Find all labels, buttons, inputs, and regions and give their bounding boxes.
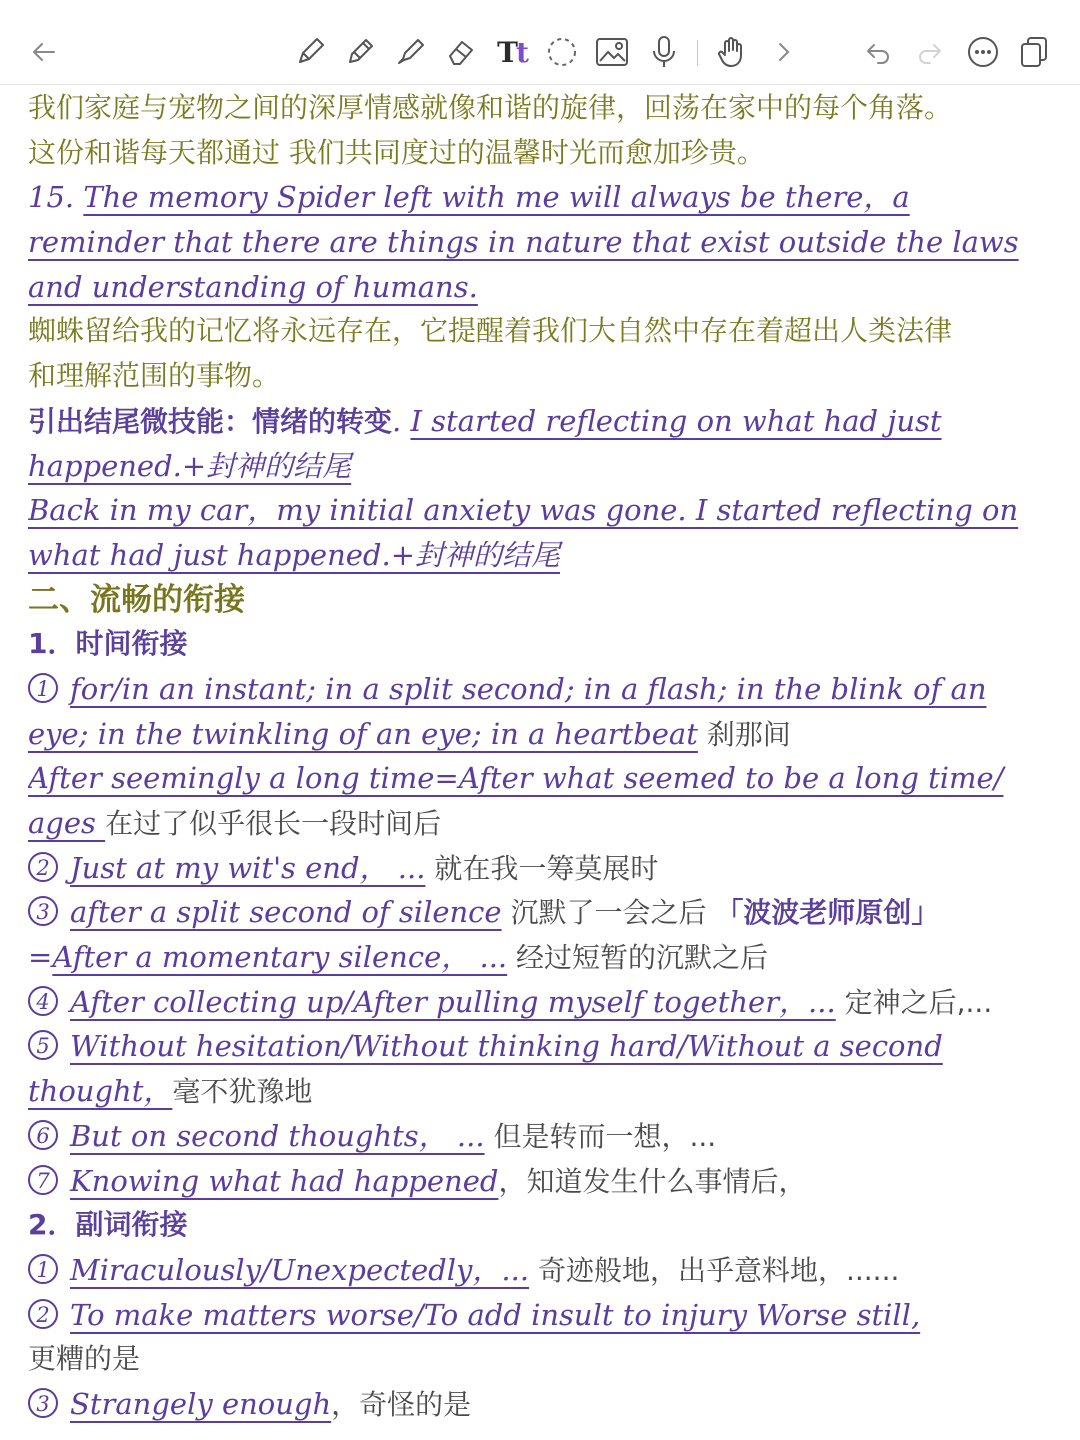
circled-number: 6 [28, 1120, 58, 1150]
chevron-right-icon[interactable] [762, 30, 806, 74]
list-item [28, 1159, 1058, 1204]
list-item [28, 846, 1058, 891]
toolbar-divider [697, 40, 698, 66]
image-icon[interactable] [590, 30, 634, 74]
handwritten-text: and understanding of humans. [28, 269, 478, 304]
handwritten-text: eye; in the twinkling of an eye; in a heartbeat [28, 716, 698, 751]
redo-icon[interactable] [908, 30, 952, 74]
back-arrow-icon[interactable] [22, 30, 66, 74]
circled-number: 1 [28, 1254, 58, 1284]
circled-number: 2 [28, 1299, 58, 1329]
handwritten-line [28, 175, 1058, 220]
circled-number: 1 [28, 673, 58, 703]
pen-icon[interactable] [288, 30, 332, 74]
handwritten-text: ages [28, 806, 106, 840]
eraser-icon[interactable] [440, 30, 484, 74]
list-item [28, 1024, 1058, 1069]
note-toolbar [0, 0, 1080, 85]
text-line: 蜘蛛留给我的记忆将永远存在，它提醒着我们大自然中存在着超出人类法律 [28, 314, 953, 348]
circled-number: 3 [28, 896, 58, 926]
list-item-continued [28, 712, 1058, 757]
translation: 毫不犹豫地 [172, 1075, 313, 1109]
text-line: 和理解范围的事物。 [28, 359, 281, 393]
handwritten-text: Strangely enough [70, 1386, 332, 1421]
more-icon[interactable] [961, 30, 1005, 74]
separator-dot: . [392, 403, 411, 438]
handwritten-text: after a split second of silence [70, 895, 502, 930]
handwritten-line [28, 265, 1058, 310]
translation-line: 更糟的是 [28, 1342, 141, 1376]
undo-icon[interactable] [856, 30, 900, 74]
circled-number: 2 [28, 852, 58, 882]
handwritten-text: After collecting up/After pulling myself together，... [70, 984, 836, 1019]
subsection-heading: 2．副词衔接 [28, 1208, 188, 1242]
handwritten-text: reminder that there are things in nature that exist outside the laws [28, 225, 1019, 260]
item-number: 15. [28, 180, 84, 215]
handwritten-text: I started reflecting on what had just [410, 403, 942, 438]
handwritten-text: Back in my car，my initial anxiety was gone. I started reflecting on [28, 493, 1019, 528]
handwritten-line [28, 801, 1058, 846]
note-page[interactable] [28, 86, 1058, 1427]
list-item-continued [28, 935, 1058, 980]
handwritten-line [28, 756, 1058, 801]
translation: 定神之后,... [835, 985, 993, 1019]
translation: ，奇怪的是 [331, 1387, 472, 1421]
translation: 刹那间 [697, 717, 791, 751]
list-item [28, 1248, 1058, 1293]
list-item [28, 667, 1058, 712]
circled-number: 7 [28, 1165, 58, 1195]
list-item [28, 1382, 1058, 1427]
list-item [28, 980, 1058, 1025]
microphone-icon[interactable] [642, 30, 686, 74]
skill-line [28, 399, 1058, 444]
text-tool-glyph: Tt [497, 35, 527, 69]
pages-icon[interactable] [1012, 30, 1056, 74]
author-tag: 「波波老师原创」 [715, 896, 940, 930]
text-line: 这份和谐每天都通过 我们共同度过的温馨时光而愈加珍贵。 [28, 135, 765, 169]
handwritten-text: Miraculously/Unexpectedly，... [70, 1252, 530, 1287]
lasso-icon[interactable] [540, 30, 584, 74]
handwritten-text: happened.+封神的结尾 [28, 448, 352, 483]
skill-label: 引出结尾微技能：情绪的转变 [28, 404, 393, 438]
equals-sign: = [28, 940, 53, 975]
list-item [28, 1114, 1058, 1159]
handwritten-text: Knowing what had happened [70, 1163, 499, 1198]
list-item [28, 890, 1058, 935]
circled-number: 4 [28, 986, 58, 1016]
list-item-continued [28, 1069, 1058, 1114]
handwritten-line [28, 220, 1058, 265]
translation: 但是转而一想，... [484, 1119, 717, 1153]
translation: 奇迹般地，出乎意料地，...... [529, 1253, 900, 1287]
handwritten-text: for/in an instant; in a split second; in a flash; in the blink of an [70, 671, 987, 706]
handwritten-text: The memory Spider left with me will always be there，a [83, 180, 910, 215]
translation: 在过了似乎很长一段时间后 [105, 807, 442, 840]
circled-number: 3 [28, 1388, 58, 1418]
handwritten-text: Just at my wit's end， ... [70, 850, 426, 885]
translation: 沉默了一会之后 [501, 896, 716, 930]
handwritten-line [28, 444, 1058, 489]
subsection-heading: 1．时间衔接 [28, 627, 188, 661]
handwritten-text: After seemingly a long time=After what seemed to be a long time/ [28, 761, 1004, 796]
handwritten-line [28, 488, 1058, 533]
translation: 就在我一筹莫展时 [425, 851, 659, 885]
handwritten-text: After a momentary silence， ... [52, 940, 508, 975]
section-heading: 二、流畅的衔接 [28, 581, 245, 618]
handwritten-text: what had just happened.+封神的结尾 [28, 537, 561, 572]
handwritten-text: thought， [28, 1074, 173, 1109]
text-tool-icon[interactable] [490, 30, 534, 74]
translation: ，知道发生什么事情后， [498, 1164, 807, 1198]
translation: 经过短暂的沉默之后 [507, 941, 769, 975]
pencil-icon[interactable] [338, 30, 382, 74]
hand-icon[interactable] [710, 30, 754, 74]
handwritten-text: But on second thoughts， ... [70, 1118, 485, 1153]
handwritten-text: To make matters worse/To add insult to injury Worse still, [70, 1297, 921, 1332]
circled-number: 5 [28, 1030, 58, 1060]
handwritten-text: Without hesitation/Without thinking hard/Without a second [70, 1029, 943, 1064]
handwritten-line [28, 533, 1058, 578]
text-line: 我们家庭与宠物之间的深厚情感就像和谐的旋律，回荡在家中的每个角落。 [28, 91, 953, 124]
list-item [28, 1293, 1058, 1338]
highlighter-icon[interactable] [388, 30, 432, 74]
